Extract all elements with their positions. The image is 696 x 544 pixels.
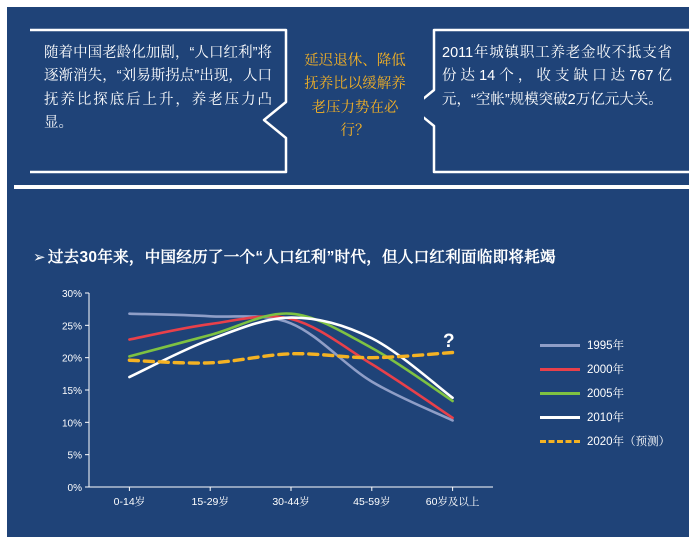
bullet-arrow-icon: ➢ bbox=[33, 249, 46, 266]
legend-item bbox=[540, 333, 690, 357]
legend-label: 2005年 bbox=[587, 388, 625, 400]
legend-item bbox=[540, 381, 690, 405]
legend-item bbox=[540, 357, 690, 381]
callout-right bbox=[432, 36, 682, 118]
legend-label: 2020年（预测） bbox=[587, 436, 671, 448]
legend-swatch bbox=[540, 416, 580, 419]
svg-text:60岁及以上: 60岁及以上 bbox=[425, 496, 480, 508]
callout-middle-text: 延迟退休、降低抚养比以缓解养老压力势在必行？ bbox=[304, 53, 406, 140]
svg-text:45-59岁: 45-59岁 bbox=[353, 496, 391, 508]
svg-text:10%: 10% bbox=[61, 418, 82, 430]
top-callout-band bbox=[14, 14, 696, 184]
svg-text:0-14岁: 0-14岁 bbox=[113, 496, 146, 508]
chart-annotation-question: ? bbox=[443, 331, 455, 352]
callout-middle bbox=[291, 44, 419, 150]
svg-text:30-44岁: 30-44岁 bbox=[272, 496, 310, 508]
legend-item bbox=[540, 405, 690, 429]
legend-swatch bbox=[540, 368, 580, 371]
section-divider bbox=[14, 185, 696, 189]
callout-left-text: 随着中国老龄化加剧，“人口红利”将逐渐消失，“刘易斯拐点”出现，人口抚养比探底后上升，养老压力凸显。 bbox=[44, 45, 272, 132]
legend-item bbox=[540, 429, 690, 453]
legend-label: 2000年 bbox=[587, 364, 625, 376]
svg-text:5%: 5% bbox=[67, 450, 82, 462]
legend-label: 1995年 bbox=[587, 340, 625, 352]
svg-text:20%: 20% bbox=[61, 353, 82, 365]
svg-text:15-29岁: 15-29岁 bbox=[191, 496, 229, 508]
callout-right-text: 2011年城镇职工养老金收不抵支省份达14个，收支缺口达767亿元，“空帐”规模突破2万亿元大关。 bbox=[442, 45, 672, 108]
svg-text:30%: 30% bbox=[61, 289, 82, 300]
population-structure-chart bbox=[43, 283, 673, 523]
legend-swatch bbox=[540, 344, 580, 347]
svg-text:25%: 25% bbox=[61, 321, 82, 333]
svg-text:15%: 15% bbox=[61, 386, 82, 397]
page-title bbox=[33, 245, 683, 267]
legend-swatch bbox=[540, 440, 580, 443]
callout-left bbox=[34, 36, 282, 142]
legend-label: 2010年 bbox=[587, 412, 625, 424]
svg-text:0%: 0% bbox=[67, 483, 82, 494]
legend-swatch bbox=[540, 392, 580, 395]
page-title-text: 过去30年来，中国经历了一个“人口红利”时代，但人口红利面临即将耗竭 bbox=[47, 249, 556, 266]
chart-legend bbox=[540, 333, 690, 453]
